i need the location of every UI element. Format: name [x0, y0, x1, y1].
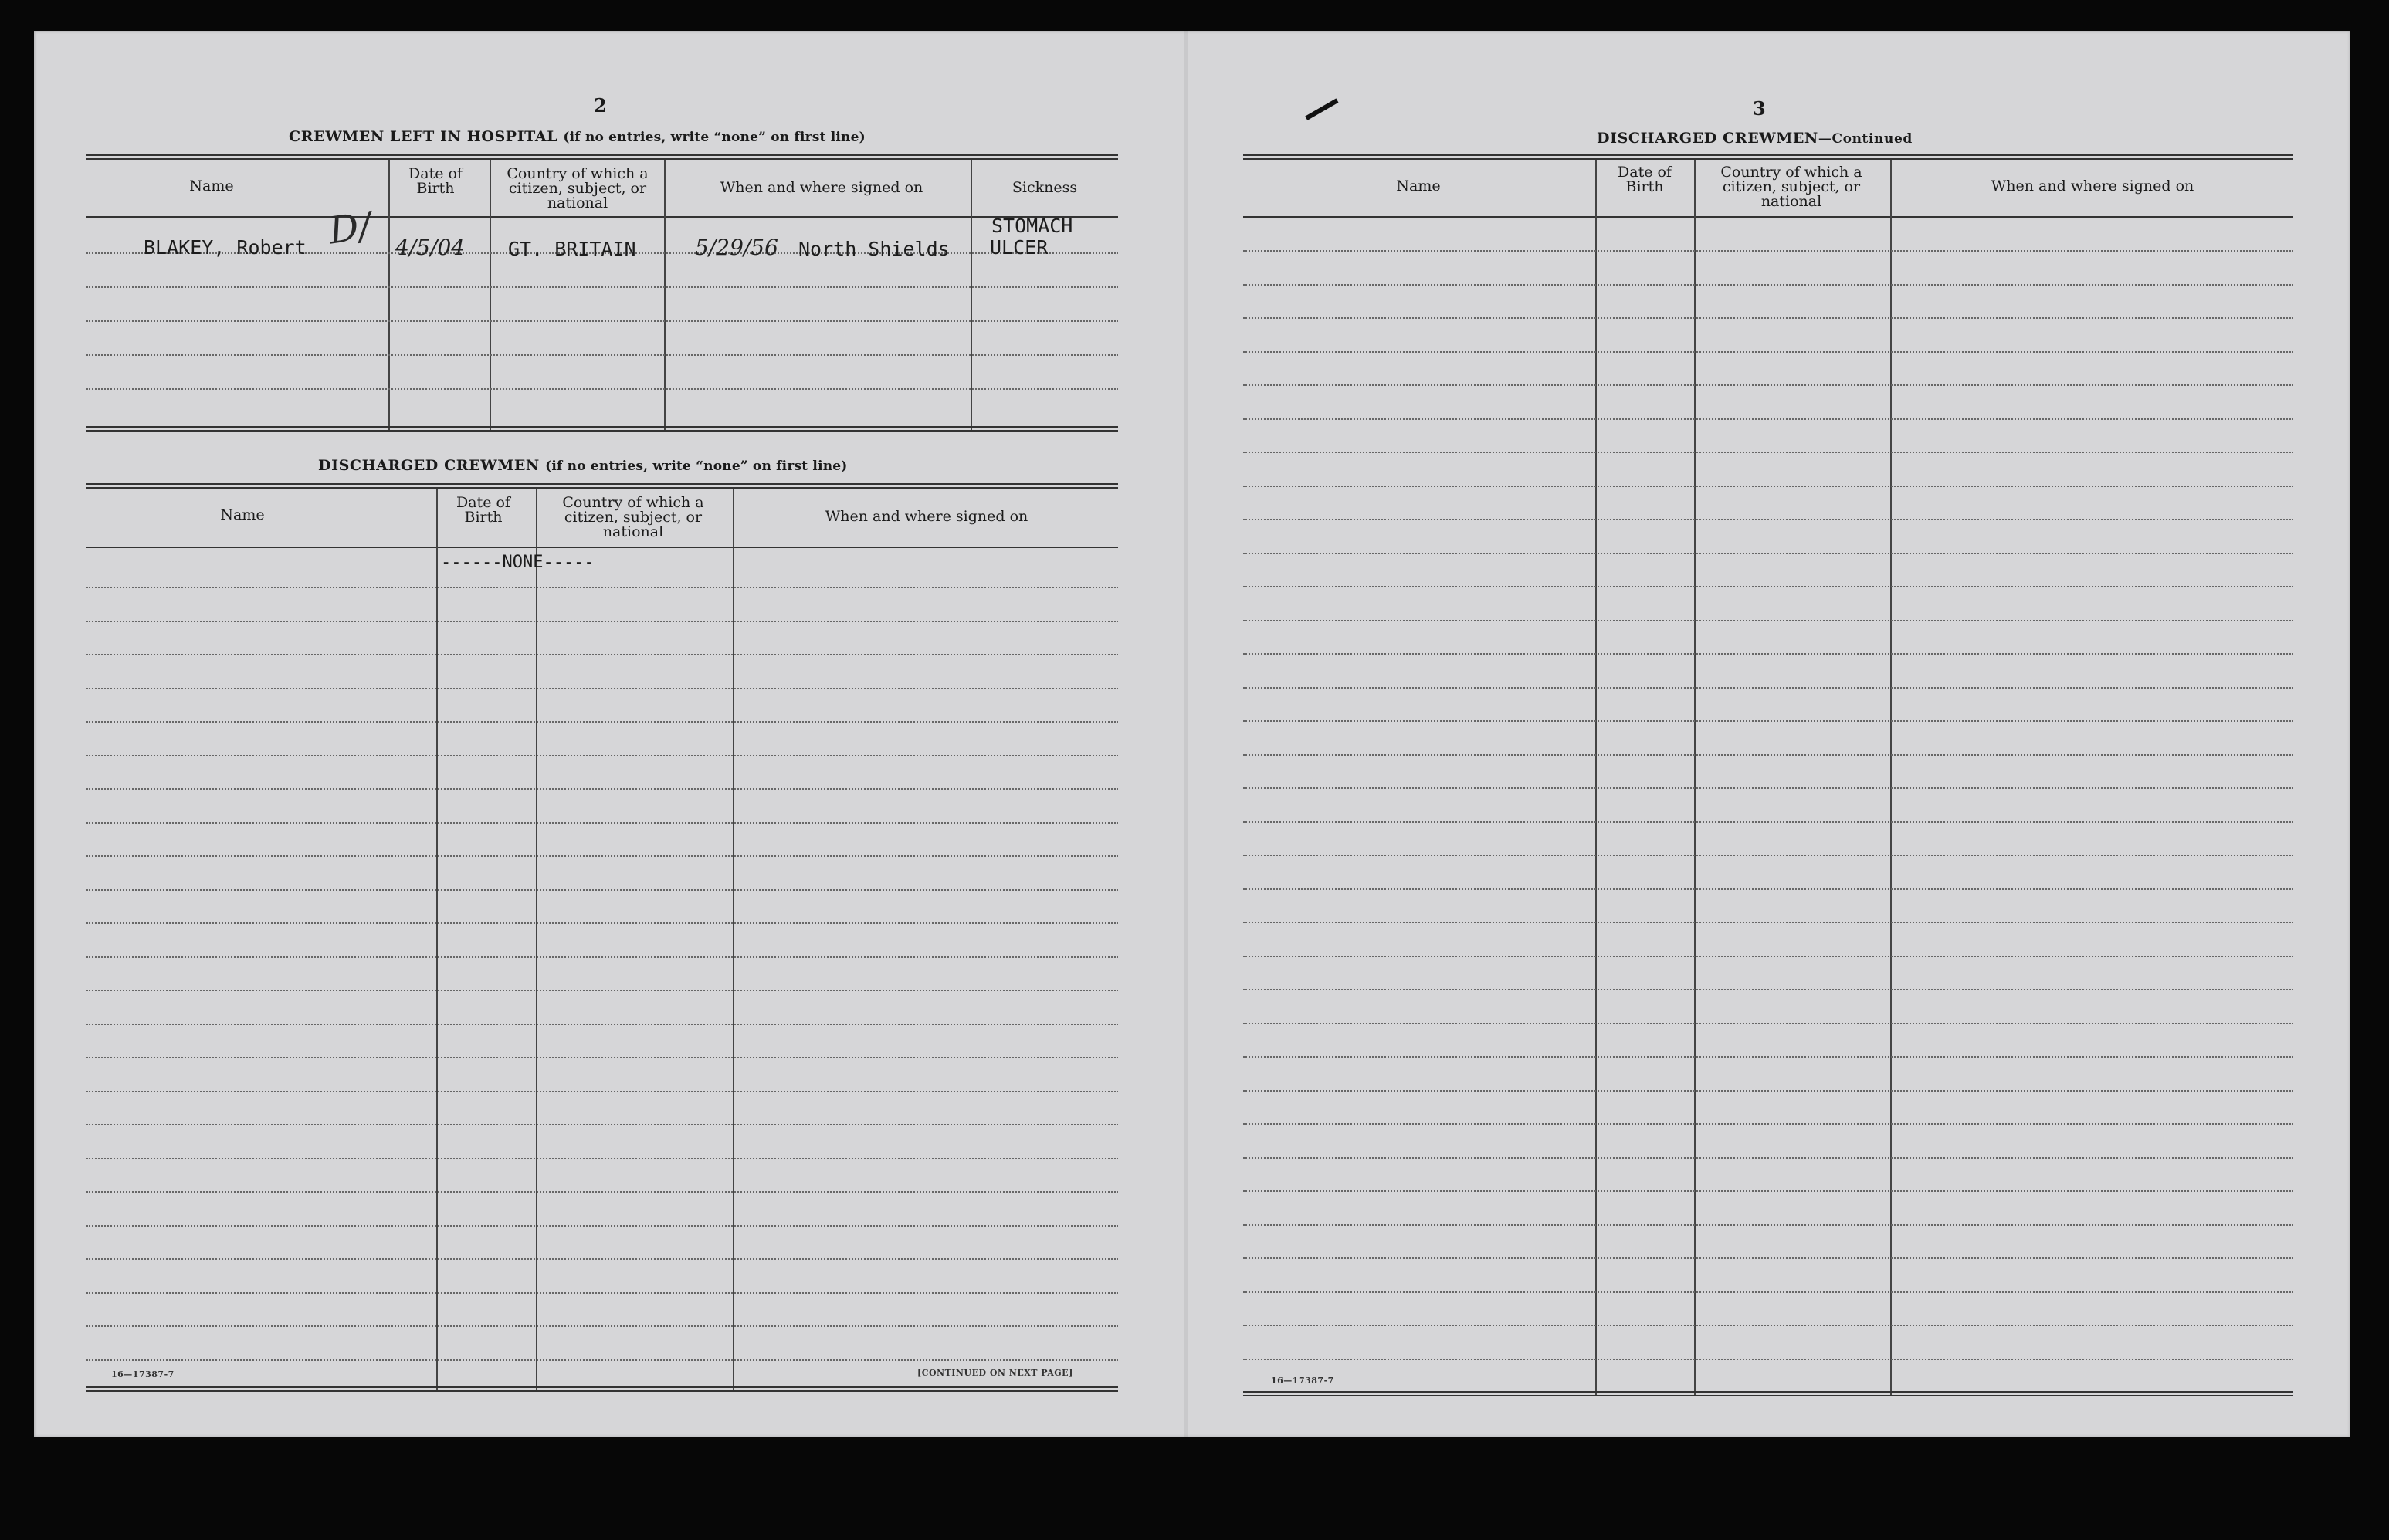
entry-sickness-line2: ULCER	[990, 236, 1049, 259]
form-number-left: 16—17387-7	[111, 1369, 175, 1379]
discharged-vline	[436, 489, 438, 1390]
ruled-line	[1243, 956, 2293, 957]
right-col-name: Name	[1396, 178, 1441, 195]
hospital-row-line	[86, 354, 1118, 356]
hospital-col-sickness: Sickness	[1012, 179, 1078, 196]
ruled-line	[1243, 284, 2293, 286]
ruled-line	[1243, 384, 2293, 386]
ruled-line	[1243, 720, 2293, 722]
ruled-line	[86, 990, 1118, 991]
ruled-line	[1243, 1291, 2293, 1293]
entry-sickness-line1: STOMACH	[991, 215, 1073, 237]
ruled-line	[1243, 1056, 2293, 1058]
entry-name: BLAKEY, Robert	[144, 236, 307, 259]
ruled-line	[86, 621, 1118, 622]
ruled-line	[86, 721, 1118, 723]
discharged-section-title	[318, 457, 848, 474]
ruled-line	[1243, 1224, 2293, 1226]
right-vline	[1890, 160, 1892, 1395]
ruled-line	[86, 755, 1118, 756]
ruled-line	[1243, 519, 2293, 520]
ruled-line	[86, 1325, 1118, 1327]
discharged-header-rule	[86, 547, 1118, 548]
ruled-line	[86, 956, 1118, 958]
ruled-line	[1243, 687, 2293, 689]
ruled-line	[1243, 486, 2293, 487]
pen-mark: —	[1291, 76, 1350, 137]
ruled-line	[1243, 1157, 2293, 1159]
page-number-right: 3	[1753, 97, 1766, 120]
ruled-line	[1243, 1257, 2293, 1259]
hospital-row-line	[86, 286, 1118, 288]
ruled-line	[1243, 888, 2293, 890]
discharged-col-dob: Date of Birth	[456, 494, 510, 526]
ruled-line	[1243, 855, 2293, 856]
ruled-line	[1243, 1090, 2293, 1092]
entry-signed-on-place: North Shields	[798, 238, 950, 260]
hospital-title-note: (if no entries, write “none” on first line)	[563, 130, 866, 145]
ruled-line	[1243, 787, 2293, 789]
right-table-bottom-rule	[1243, 1391, 2293, 1396]
ruled-line	[86, 788, 1118, 790]
ruled-line	[86, 1258, 1118, 1260]
ruled-line	[1243, 1359, 2293, 1360]
right-vline	[1595, 160, 1597, 1395]
right-title-suffix: —Continued	[1818, 131, 1913, 147]
discharged-table-bottom-rule	[86, 1386, 1118, 1392]
ruled-line	[1243, 317, 2293, 319]
discharged-vline	[536, 489, 537, 1390]
discharged-title-note: (if no entries, write “none” on first line)	[545, 459, 848, 474]
page-fold	[1184, 31, 1188, 1437]
hospital-col-signed-on: When and where signed on	[720, 179, 923, 196]
hospital-header-rule	[86, 216, 1118, 218]
ruled-line	[1243, 1123, 2293, 1125]
right-col-signed-on: When and where signed on	[1991, 178, 2194, 195]
discharged-col-country: Country of which a citizen, subject, or national	[562, 494, 704, 540]
right-table-top-rule	[1243, 154, 2293, 160]
hospital-vline	[664, 160, 666, 432]
ruled-line	[86, 1158, 1118, 1159]
ruled-line	[1243, 754, 2293, 756]
ruled-line	[1243, 553, 2293, 554]
hospital-col-country: Country of which a citizen, subject, or national	[507, 165, 649, 212]
ruled-line	[86, 922, 1118, 924]
right-section-title	[1597, 130, 1913, 147]
discharged-vline	[733, 489, 734, 1390]
hospital-vline	[388, 160, 390, 432]
right-title-text: DISCHARGED CREWMEN	[1597, 130, 1818, 147]
hospital-table-bottom-rule	[86, 426, 1118, 432]
ruled-line	[86, 1091, 1118, 1092]
none-entry: ------NONE-----	[441, 553, 595, 572]
hospital-title-text: CREWMEN LEFT IN HOSPITAL	[289, 128, 558, 145]
ruled-line	[1243, 351, 2293, 353]
entry-date-of-birth: 4/5/04	[395, 235, 466, 260]
right-col-dob: Date of Birth	[1618, 164, 1672, 195]
hospital-row-line	[86, 320, 1118, 322]
ruled-line	[1243, 250, 2293, 252]
document-sheet	[34, 31, 2350, 1437]
page-number-left: 2	[594, 94, 607, 117]
continued-note: [CONTINUED ON NEXT PAGE]	[917, 1368, 1073, 1378]
ruled-line	[86, 1225, 1118, 1227]
ruled-line	[86, 822, 1118, 824]
ruled-line	[86, 1057, 1118, 1058]
ruled-line	[86, 1124, 1118, 1125]
hospital-vline	[490, 160, 491, 432]
ruled-line	[86, 855, 1118, 857]
hospital-row-line	[86, 388, 1118, 390]
ruled-line	[86, 688, 1118, 689]
ruled-line	[86, 654, 1118, 655]
ruled-line	[86, 1191, 1118, 1193]
right-vline	[1694, 160, 1696, 1395]
ruled-line	[1243, 922, 2293, 923]
ruled-line	[1243, 989, 2293, 990]
ruled-line	[86, 587, 1118, 588]
discharged-col-signed-on: When and where signed on	[825, 508, 1028, 525]
discharged-col-name: Name	[220, 506, 265, 523]
right-header-rule	[1243, 216, 2293, 218]
ruled-line	[86, 1359, 1118, 1361]
hospital-col-dob: Date of Birth	[408, 165, 463, 197]
form-number-right: 16—17387-7	[1271, 1376, 1334, 1386]
ruled-line	[1243, 418, 2293, 420]
ruled-line	[1243, 620, 2293, 621]
hospital-vline	[971, 160, 972, 432]
ruled-line	[86, 1292, 1118, 1294]
hospital-table-top-rule	[86, 154, 1118, 160]
ruled-line	[1243, 653, 2293, 655]
entry-country: GT. BRITAIN	[508, 238, 636, 260]
hospital-section-title	[289, 128, 866, 145]
ruled-line	[1243, 586, 2293, 587]
ruled-line	[1243, 1190, 2293, 1192]
entry-signed-on-date: 5/29/56	[695, 235, 778, 260]
ruled-line	[86, 1024, 1118, 1025]
discharged-table-top-rule	[86, 483, 1118, 489]
ruled-line	[1243, 1023, 2293, 1024]
hospital-col-name: Name	[189, 178, 234, 195]
ruled-line	[1243, 821, 2293, 823]
ruled-line	[1243, 452, 2293, 453]
ruled-line	[86, 889, 1118, 891]
right-col-country: Country of which a citizen, subject, or national	[1720, 164, 1862, 210]
discharged-title-text: DISCHARGED CREWMEN	[318, 457, 540, 474]
ruled-line	[1243, 1325, 2293, 1326]
handwritten-initials: D/	[326, 204, 374, 253]
